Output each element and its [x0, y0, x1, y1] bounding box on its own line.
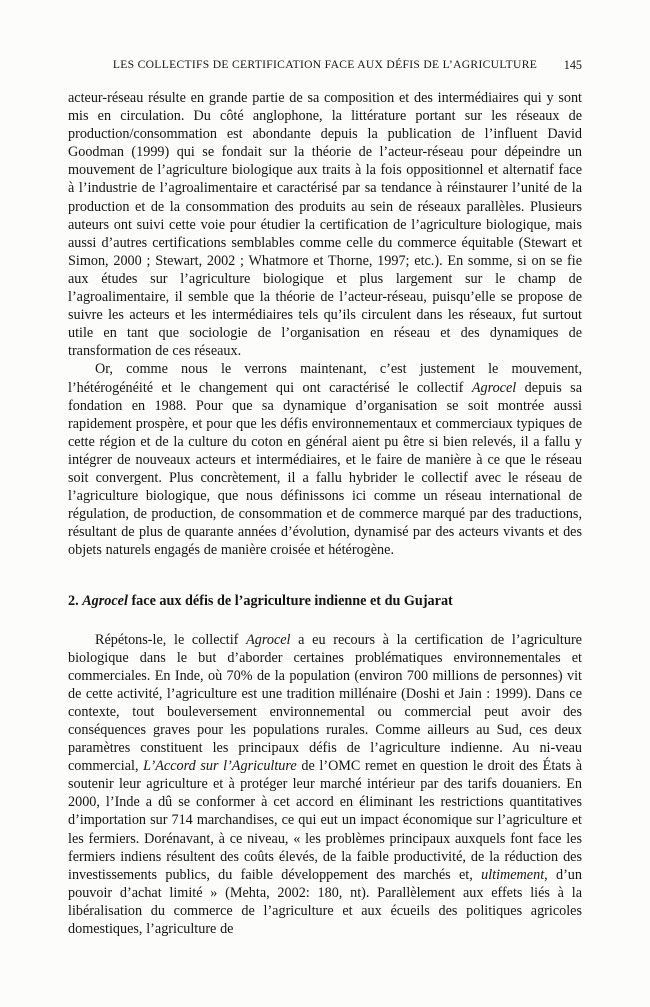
italic-text-run: L’Accord sur l’Agriculture: [143, 758, 297, 775]
text-run: acteur-réseau résulte en grande partie de sa composition et des intermédiaires qui y sont mis en circulation. Du côté anglophone, la littérature portant sur les réseaux de production/consommation est abondante depuis la publication de l’influent David Goodman (1999) qui se fondait sur la théorie de l’acteur-réseau pour dépeindre un mouvement de l’agriculture biologique aux traits à la fois oppositionnel et alternatif face à l’industrie de l’agroalimentaire et caractérisé par sa tendance à réinstaurer l’unité de la production et de la consommation des produits au sein de réseaux parallèles. Plusieurs auteurs ont suivi cette voie pour étudier la certification de l’agriculture biologique, mais aussi d’autres certifications semblables comme celle du commerce équitable (Stewart et Simon, 2000 ; Stewart, 2002 ; Whatmore et Thorne, 1997; etc.). En somme, si on se fie aux études sur l’agriculture biologique et plus largement sur le champ de l’agroalimentaire, il semble que la théorie de l’acteur-réseau, puisqu’elle se propose de suivre les acteurs et les intermédiaires tels qu’ils circulent dans les réseaux, fut surtout utile en tant que sociologie de l’organisation en réseau et des dynamiques de transformation de ces réseaux.: [68, 90, 582, 360]
page-body: [68, 89, 582, 938]
text-run: a eu recours à la certification de l’agriculture biologique dans le but d’aborder certaines problématiques environnementales et commerciales. En Inde, où 70% de la population (environ 700 millions de personnes) vit de cette activité, l’agriculture est une tradition millénaire (Doshi et Jain : 1999). Dans ce contexte, tout bouleversement environnemental ou commercial peut avoir des conséquences graves pour les populations rurales. Comme ailleurs au Sud, ces deux paramètres constituent les principaux défis de l’agriculture indienne. Au ni-veau commercial,: [68, 631, 582, 775]
italic-text-run: Agrocel: [246, 631, 291, 648]
paragraph: [68, 631, 582, 939]
text-run: face aux défis de l’agriculture indienne et du Gujarat: [127, 593, 453, 610]
italic-text-run: Agrocel: [471, 379, 517, 396]
italic-text-run: Agrocel: [82, 593, 128, 610]
running-head: [68, 58, 582, 72]
section-heading: [68, 592, 582, 610]
paragraph: [68, 89, 582, 360]
text-run: 2.: [68, 593, 83, 610]
page-number: 145: [563, 58, 582, 72]
text-run: Or, comme nous le verrons maintenant, c’est justement le mouvement, l’hétérogénéité et le changement qui ont caractérisé le collectif: [68, 361, 582, 396]
text-run: Répétons-le, le collectif: [95, 631, 247, 648]
text-run: , d’un pouvoir d’achat limité » (Mehta, 2002: 180, nt). Parallèlement aux effets liés à la libéralisation du commerce de l’agriculture et aux écueils des politiques agricoles domestiques, l’agriculture de: [68, 866, 582, 938]
text-run: depuis sa fondation en 1988. Pour que sa dynamique d’organisation se soit montrée aussi rapidement prospère, et pour que les défis environnementaux et commerciaux typiques de cette région et de la culture du coton en général aient pu être si bien relevés, il a fallu y intégrer de nouveaux acteurs et intermédiaires, et le faire de manière à ce que le réseau soit convergent. Plus concrètement, il a fallu hybrider le collectif avec le réseau de l’agriculture biologique, que nous définissons ici comme un réseau international de régulation, de production, de consommation et de commerce marqué par des traductions, résultant de plus de quarante années d’évolution, dynamisé par des acteurs vivants et des objets naturels engagés de manière croisée et hétérogène.: [68, 379, 582, 559]
paragraph: [68, 360, 582, 559]
text-run: de l’OMC remet en question le droit des États à soutenir leur agriculture et à protéger leur marché intérieur par des tarifs douaniers. En 2000, l’Inde a dû se conformer à cet accord en éliminant les restrictions quantitatives d’importation sur 714 marchandises, ce qui eut un impact économique sur l’agriculture et les fermiers. Dorénavant, à ce niveau, « les problèmes principaux auxquels font face les fermiers indiens résultent des coûts élevés, de la faible productivité, de la réduction des investissements publics, du faible développement des marchés et,: [68, 758, 582, 883]
italic-text-run: ultimement: [481, 866, 545, 883]
running-title: LES COLLECTIFS DE CERTIFICATION FACE AUX DÉFIS DE L’AGRICULTURE: [112, 58, 538, 71]
